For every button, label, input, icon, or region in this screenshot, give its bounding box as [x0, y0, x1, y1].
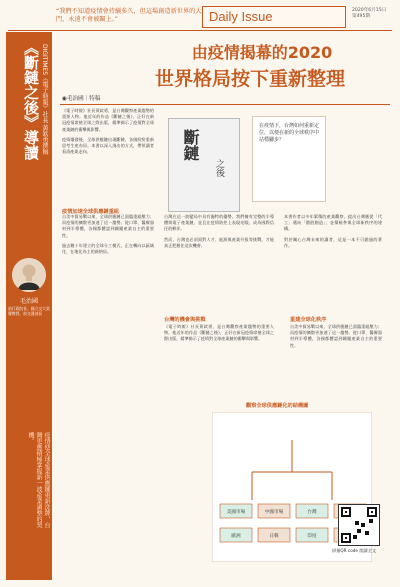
header-divider [8, 30, 392, 31]
text-col-1-p1: 《電子時報》社長黃欽勇，是台灣觀察產業趨勢的重要人物。他近年的作品《斷鏈之後》，正好在新冠疫情席捲全球之際出版，精準揭示了疫情對全球產業鏈的衝擊與影響。 [62, 108, 154, 132]
text-col-4 [284, 214, 382, 310]
text-col-2-p1: 自美中貿易戰以來，全球供應鏈已面臨重組壓力；而疫情的擴散更加速了這一趨勢。從口罩、醫療器材到半導體，各國都體認到關鍵產業自主的重要性。 [62, 214, 154, 238]
text-col-2 [62, 214, 154, 394]
text-col-5-p1: 《電子時報》社長黃欽勇，是台灣觀察產業趨勢的重要人物。他近年的作品《斷鏈之後》，正好在新冠疫情席捲全球之際出版，精準揭示了疫情對全球產業鏈的衝擊與影響。 [164, 324, 274, 342]
chart-node-label: 美國市場 [226, 510, 246, 515]
quote-box-text: 在疫情下，台灣如何重新定位，以便在新的全球秩序中站穩腳步？ [259, 123, 320, 143]
text-col-4-p1: 本書作者以多年累積的產業觀察，提出台灣應從「代工」邁向「價值創造」，並積極參與全球新秩序的建構。 [284, 214, 382, 232]
header-date [352, 8, 386, 20]
headline-line2: 世界格局按下重新整理 [154, 68, 345, 90]
book-subtitle: 之後 [214, 159, 224, 177]
text-col-3 [164, 214, 274, 310]
book-cover [168, 118, 240, 212]
quote-box [252, 116, 326, 202]
text-col-3-p2: 然而，台灣也必須面對人才、能源與產業升級等挑戰，才能真正把握住這次機會。 [164, 236, 274, 248]
author-name: 毛治國 [19, 298, 38, 305]
section-header-3: 重建全球化秩序 [290, 317, 327, 323]
qr-caption: 掃描QR code 閱讀全文 [332, 548, 377, 553]
author-bar [60, 92, 390, 105]
text-col-6-p1: 自美中貿易戰以來，全球供應鏈已面臨重組壓力；而疫情的擴散更加速了這一趨勢。從口罩、醫療器材到半導體，各國都體認到關鍵產業自主的重要性。 [290, 324, 382, 348]
section-header-1: 疫情加速全球供應鏈重組 [62, 209, 120, 215]
chart-node-label: 歐洲 [231, 534, 241, 539]
section-header-2: 台灣的機會與挑戰 [164, 317, 206, 323]
sidebar-title: 《斷鏈之後》導讀 [22, 40, 40, 160]
text-col-5 [164, 324, 274, 394]
text-col-1 [62, 108, 154, 202]
book-title: 斷鏈 [181, 129, 200, 161]
text-col-2-p2: 過去數十年建立的全球分工模式，正在轉向以區域化、在地化為主的新格局。 [62, 242, 154, 255]
chart-node-label: 台灣 [307, 510, 317, 515]
author-line: ◉毛治國｜特稿 [62, 96, 101, 102]
headline-line1: 由疫情揭幕的2020 [191, 43, 333, 62]
issue-label: 第495期 [352, 14, 370, 19]
text-col-1-p2: 疫情爆發後，全球供應鏈出現斷鏈，各國紛紛重新思考生產布局。本書以深入淺出的方式，帶領讀者看清產業走向。 [62, 136, 154, 155]
qr-code[interactable] [338, 504, 380, 546]
date-label: 2020年6月15日 [352, 8, 387, 13]
qr-icon [339, 505, 379, 545]
header-quote: “我們不知道疫情會持續多久，但這場創造新世界的大門，永遠不會被關上。” [56, 8, 202, 23]
text-col-6 [290, 324, 382, 394]
chart-node-label: 印度 [307, 534, 317, 539]
chart-node-label: 日韓 [269, 534, 279, 539]
sidebar-quote: 疫情使全球產業供應鏈重新洗牌，台灣更應積極掌握新一波產業調整的契機。 [27, 432, 50, 528]
chart-node-label: 中國市場 [264, 510, 284, 515]
daily-issue-title: Daily Issue [209, 9, 273, 24]
sidebar-subtitle: DIGITIMES《電子時報》社長 黃欽勇撰稿 [41, 44, 48, 155]
author-portrait [12, 258, 46, 292]
chart-title: 觀察全球供應鏈化的結構圖 [246, 403, 309, 409]
daily-issue-box [202, 6, 346, 28]
text-col-3-p1: 台灣在這一波變局中具有獨特的優勢。我們擁有完整的半導體與電子產業鏈，並且在疫情防控上表現亮眼，成為國際信任的夥伴。 [164, 214, 274, 232]
author-bio: 前行政院長、國立交大榮譽教授、前交通部長 [8, 306, 50, 316]
text-col-4-p2: 對於關心台灣未來的讀者，這是一本不可錯過的著作。 [284, 236, 382, 248]
